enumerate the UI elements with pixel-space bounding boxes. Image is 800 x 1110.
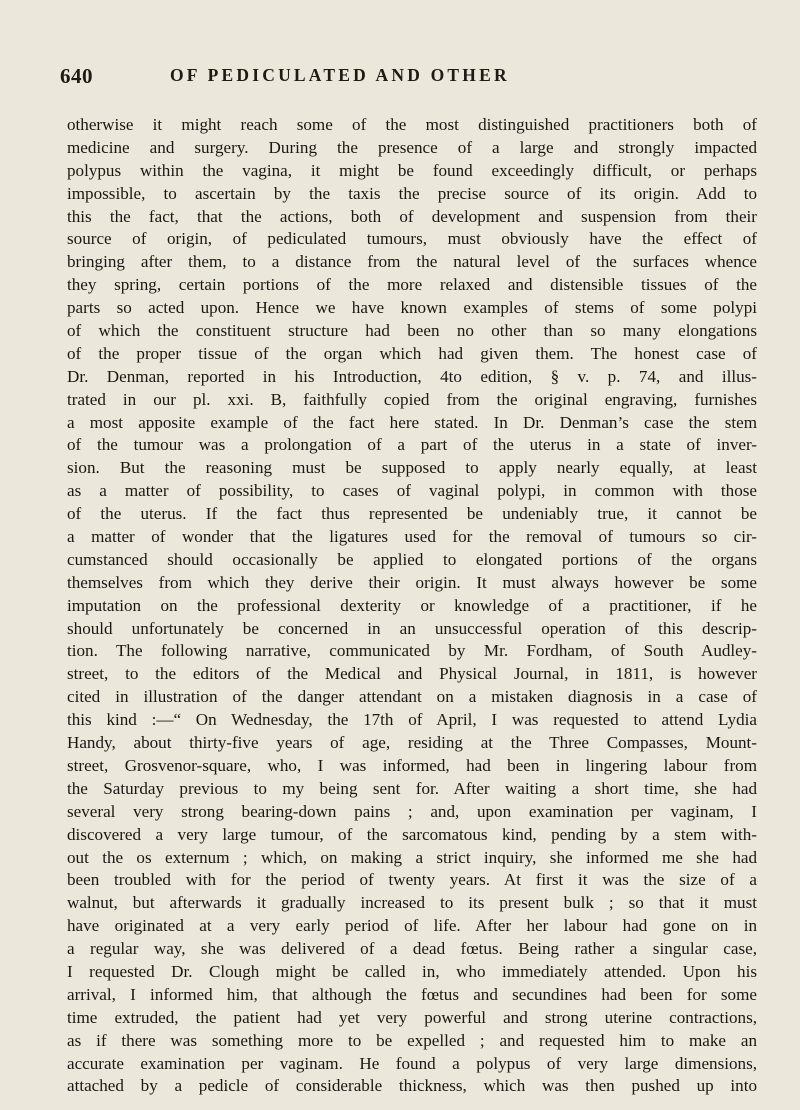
running-head	[60, 64, 760, 94]
text-line: themselves from which they derive their origin. It must always however be some	[67, 572, 757, 592]
text-line: Handy, about thirty-five years of age, residing at the Three Compasses, Mount-	[67, 733, 757, 753]
text-line: medicine and surgery. During the presence of a large and strongly impacted	[67, 137, 757, 157]
text-line: as a matter of possibility, to cases of vaginal polypi, in common with those	[67, 481, 757, 501]
text-line: of the tumour was a prolongation of a part of the uterus in a state of inver-	[67, 435, 757, 455]
text-line: street, to the editors of the Medical and Physical Journal, in 1811, is however	[67, 664, 757, 684]
text-line: street, Grosvenor-square, who, I was informed, had been in lingering labour from	[67, 755, 757, 775]
body-text	[67, 114, 757, 1098]
text-line: trated in our pl. xxi. B, faithfully copied from the original engraving, furnishes	[67, 389, 757, 409]
text-line: bringing after them, to a distance from the natural level of the surfaces whence	[67, 252, 757, 272]
text-line: the Saturday previous to my being sent for. After waiting a short time, she had	[67, 778, 757, 798]
text-line: imputation on the professional dexterity or knowledge of a practitioner, if he	[67, 595, 757, 615]
text-line: otherwise it might reach some of the most distinguished practitioners both of	[67, 115, 757, 134]
text-line: cited in illustration of the danger attendant on a mistaken diagnosis in a case of	[67, 687, 757, 707]
text-line: tion. The following narrative, communicated by Mr. Fordham, of South Audley-	[67, 641, 757, 661]
text-line: this the fact, that the actions, both of development and suspension from their	[67, 206, 757, 226]
text-line: out the os externum ; which, on making a strict inquiry, she informed me she had	[67, 847, 757, 867]
text-line: accurate examination per vaginam. He found a polypus of very large dimensions,	[67, 1053, 757, 1073]
text-line: walnut, but afterwards it gradually increased to its present bulk ; so that it must	[67, 893, 757, 913]
text-line: source of origin, of pediculated tumours, must obviously have the effect of	[67, 229, 757, 249]
running-title: OF PEDICULATED AND OTHER	[170, 65, 510, 85]
text-line: of which the constituent structure had been no other than so many elongations	[67, 321, 757, 341]
text-line: attached by a pedicle of considerable thickness, which was then pushed up into	[67, 1076, 757, 1096]
text-line: should unfortunately be concerned in an unsuccessful operation of this descrip-	[67, 618, 757, 638]
text-line: discovered a very large tumour, of the sarcomatous kind, pending by a stem with-	[67, 824, 757, 844]
text-line: impossible, to ascertain by the taxis the precise source of its origin. Add to	[67, 183, 757, 203]
text-line: a matter of wonder that the ligatures used for the removal of tumours so cir-	[67, 527, 757, 547]
text-line: of the uterus. If the fact thus represented be undeniably true, it cannot be	[67, 504, 757, 524]
text-line: have originated at a very early period of life. After her labour had gone on in	[67, 916, 757, 936]
text-line: they spring, certain portions of the more relaxed and distensible tissues of the	[67, 275, 757, 295]
text-line: time extruded, the patient had yet very powerful and strong uterine contractions,	[67, 1007, 757, 1027]
text-line: sion. But the reasoning must be supposed to apply nearly equally, at least	[67, 458, 757, 478]
text-line: of the proper tissue of the organ which had given them. The honest case of	[67, 343, 757, 363]
text-line: Dr. Denman, reported in his Introduction, 4to edition, § v. p. 74, and illus-	[67, 366, 757, 386]
text-line: polypus within the vagina, it might be found exceedingly difficult, or perhaps	[67, 160, 757, 180]
text-line: cumstanced should occasionally be applied to elongated portions of the organs	[67, 549, 757, 569]
text-line: arrival, I informed him, that although the fœtus and secundines had been for some	[67, 984, 757, 1004]
text-line: several very strong bearing-down pains ; and, upon examination per vaginam, I	[67, 801, 757, 821]
text-line: as if there was something more to be expelled ; and requested him to make an	[67, 1030, 757, 1050]
text-line: been troubled with for the period of twenty years. At first it was the size of a	[67, 870, 757, 890]
text-line: I requested Dr. Clough might be called in, who immediately attended. Upon his	[67, 961, 757, 981]
text-line: this kind :—“ On Wednesday, the 17th of April, I was requested to attend Lydia	[67, 710, 757, 730]
text-line: parts so acted upon. Hence we have known examples of stems of some polypi	[67, 298, 757, 318]
text-line: a regular way, she was delivered of a dead fœtus. Being rather a singular case,	[67, 939, 757, 959]
text-line: a most apposite example of the fact here stated. In Dr. Denman’s case the stem	[67, 412, 757, 432]
page-number: 640	[60, 64, 93, 88]
